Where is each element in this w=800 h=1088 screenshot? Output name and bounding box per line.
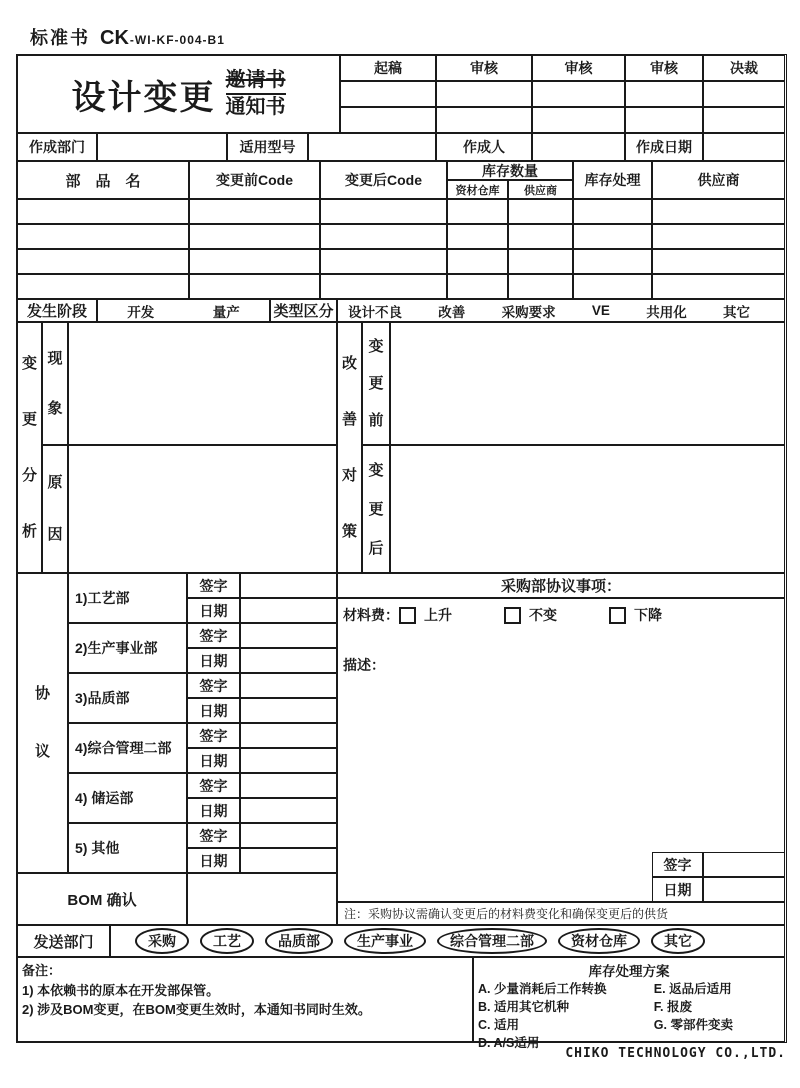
doc-code-suffix: -WI-KF-004-B1 — [129, 33, 225, 47]
stock-handling-cell[interactable] — [573, 249, 652, 274]
phenomenon-field[interactable] — [68, 322, 337, 445]
send-dept-general-mgmt2[interactable]: 综合管理二部 — [437, 928, 547, 954]
sign-field[interactable] — [240, 723, 337, 748]
material-cost-option-up[interactable]: 上升 — [399, 605, 452, 625]
stock-plan-g: G. 零部件变卖 — [653, 1018, 733, 1033]
title-sub-text: 通知书 — [225, 96, 286, 118]
date-label: 日期 — [187, 648, 240, 673]
improvement-countermeasure-label: 改善对策 — [337, 322, 362, 573]
part-name-cell[interactable] — [17, 224, 189, 249]
send-dept-production[interactable]: 生产事业 — [344, 928, 426, 954]
applicable-model-field[interactable] — [308, 133, 436, 161]
date-field[interactable] — [240, 848, 337, 873]
date-label: 日期 — [187, 698, 240, 723]
standard-doc-label: 标准书 — [30, 28, 90, 48]
form-title-block — [17, 55, 340, 133]
approval-col-decision: 决裁 — [703, 55, 785, 81]
stock-plan-col2 — [654, 980, 784, 1053]
send-dept-quality[interactable]: 品质部 — [265, 928, 333, 954]
col-header-supplier: 供应商 — [652, 161, 785, 199]
remarks-label: 备注： — [22, 963, 62, 978]
approval-sign-cell[interactable] — [703, 81, 785, 107]
remarks-line-1: 1) 本依赖书的原本在开发部保管。 — [22, 982, 220, 998]
approval-col-review2: 审核 — [532, 55, 625, 81]
col-header-supplier-sub: 供应商 — [508, 180, 573, 199]
company-footer: CHIKO TECHNOLOGY CO.,LTD. — [565, 1046, 786, 1061]
purchasing-date-field[interactable] — [703, 877, 785, 902]
checkbox-icon[interactable] — [609, 607, 626, 624]
purchasing-date-label: 日期 — [652, 877, 703, 902]
bom-confirm-label: BOM 确认 — [17, 873, 187, 925]
part-name-cell[interactable] — [17, 274, 189, 299]
type-option-improvement[interactable]: 改善 — [438, 304, 466, 320]
approval-sign-cell[interactable] — [532, 81, 625, 107]
cause-label: 原因 — [42, 445, 68, 573]
material-cost-label: 材料费： — [343, 607, 399, 623]
checkbox-icon[interactable] — [504, 607, 521, 624]
type-option-ve[interactable]: VE — [591, 303, 610, 318]
agreement-dept-storage: 4) 储运部 — [68, 773, 187, 823]
stock-plan-f: F. 报废 — [653, 1000, 692, 1015]
col-header-after-code: 变更后Code — [320, 161, 447, 199]
material-warehouse-qty-cell[interactable] — [447, 199, 508, 224]
doc-code-prefix: CK — [100, 27, 129, 49]
remarks-block — [17, 957, 473, 1042]
approval-sign-cell[interactable] — [532, 107, 625, 133]
sign-field[interactable] — [240, 773, 337, 798]
agreement-dept-process: 1)工艺部 — [68, 573, 187, 623]
before-code-cell[interactable] — [189, 249, 320, 274]
creation-date-field[interactable] — [703, 133, 785, 161]
after-change-label: 变更后 — [362, 445, 390, 573]
stage-row-label: 发生阶段 — [17, 299, 97, 322]
sign-field[interactable] — [240, 573, 337, 598]
type-option-commonization[interactable]: 共用化 — [646, 304, 687, 320]
type-option-purchasing-request[interactable]: 采购要求 — [501, 304, 556, 320]
stock-plan-e: E. 返品后适用 — [653, 982, 732, 996]
purchasing-section-title: 采购部协议事项： — [337, 573, 785, 598]
stock-plan-b: B. 适用其它机种 — [478, 1000, 569, 1015]
date-label: 日期 — [187, 748, 240, 773]
agreement-dept-general-mgmt2: 4)综合管理二部 — [68, 723, 187, 773]
title-struck-text: 邀请书 — [226, 68, 286, 95]
sign-field[interactable] — [240, 673, 337, 698]
approval-col-draft: 起稿 — [340, 55, 436, 81]
agreement-dept-other: 5) 其他 — [68, 823, 187, 873]
approval-col-review3: 审核 — [625, 55, 703, 81]
purchasing-sign-field[interactable] — [703, 852, 785, 877]
approval-sign-cell[interactable] — [625, 81, 703, 107]
material-warehouse-qty-cell[interactable] — [447, 274, 508, 299]
after-code-cell[interactable] — [320, 274, 447, 299]
after-change-field[interactable] — [390, 445, 785, 573]
col-header-stock-qty: 库存数量 — [447, 161, 573, 180]
material-cost-option-unchanged[interactable]: 不变 — [504, 605, 557, 625]
description-label: 描述： — [343, 657, 385, 673]
supplier-qty-cell[interactable] — [508, 274, 573, 299]
remarks-line-2: 2) 涉及BOM变更，在BOM变更生效时，本通知书同时生效。 — [22, 1002, 371, 1017]
supplier-qty-cell[interactable] — [508, 224, 573, 249]
approval-sign-cell[interactable] — [436, 81, 532, 107]
sign-label: 签字 — [187, 723, 240, 748]
type-option-design-defect[interactable]: 设计不良 — [348, 304, 402, 320]
creator-label: 作成人 — [436, 133, 532, 161]
col-header-part-name: 部 品 名 — [17, 161, 189, 199]
stock-handling-cell[interactable] — [573, 274, 652, 299]
before-code-cell[interactable] — [189, 199, 320, 224]
material-cost-row — [343, 605, 784, 625]
approval-sign-cell[interactable] — [340, 81, 436, 107]
purchasing-sign-label: 签字 — [652, 852, 703, 877]
send-dept-other[interactable]: 其它 — [651, 928, 705, 954]
phenomenon-label: 现象 — [42, 322, 68, 445]
part-name-cell[interactable] — [17, 199, 189, 224]
approval-sign-cell[interactable] — [340, 107, 436, 133]
before-code-cell[interactable] — [189, 224, 320, 249]
supplier-cell[interactable] — [652, 199, 785, 224]
material-warehouse-qty-cell[interactable] — [447, 224, 508, 249]
before-code-cell[interactable] — [189, 274, 320, 299]
stage-option-mass-production[interactable]: 量产 — [212, 304, 240, 320]
stock-handling-cell[interactable] — [573, 224, 652, 249]
before-change-label: 变更前 — [362, 322, 390, 445]
after-code-cell[interactable] — [320, 199, 447, 224]
send-dept-ovals — [110, 925, 785, 957]
checkbox-icon[interactable] — [399, 607, 416, 624]
bom-confirm-field[interactable] — [187, 873, 337, 925]
date-field[interactable] — [240, 748, 337, 773]
col-header-stock-handling: 库存处理 — [573, 161, 652, 199]
before-change-field[interactable] — [390, 322, 785, 445]
sign-label: 签字 — [187, 773, 240, 798]
supplier-cell[interactable] — [652, 249, 785, 274]
material-cost-option-down[interactable]: 下降 — [609, 605, 662, 625]
stock-plan-c: C. 适用 — [478, 1018, 519, 1033]
creation-date-label: 作成日期 — [625, 133, 703, 161]
page-title: 设计变更 — [71, 78, 216, 117]
sign-label: 签字 — [187, 623, 240, 648]
stock-plan-d: D. A/S适用 — [478, 1036, 540, 1051]
agreement-dept-quality: 3)品质部 — [68, 673, 187, 723]
material-warehouse-qty-cell[interactable] — [447, 249, 508, 274]
change-analysis-label: 变更分析 — [17, 322, 42, 573]
purchasing-note: 注：采购协议需确认变更后的材料费变化和确保变更后的供货 — [337, 902, 785, 925]
supplier-cell[interactable] — [652, 224, 785, 249]
date-field[interactable] — [240, 698, 337, 723]
part-name-cell[interactable] — [17, 249, 189, 274]
date-field[interactable] — [240, 598, 337, 623]
type-options — [337, 299, 785, 322]
col-header-material-warehouse: 资材仓库 — [447, 180, 508, 199]
supplier-cell[interactable] — [652, 274, 785, 299]
creating-dept-field[interactable] — [97, 133, 227, 161]
date-label: 日期 — [187, 848, 240, 873]
creating-dept-label: 作成部门 — [17, 133, 97, 161]
stage-options — [97, 299, 270, 322]
agreement-label: 协议 — [17, 573, 68, 873]
after-code-cell[interactable] — [320, 224, 447, 249]
document-header — [30, 24, 225, 50]
date-label: 日期 — [187, 798, 240, 823]
date-field[interactable] — [240, 798, 337, 823]
date-field[interactable] — [240, 648, 337, 673]
stock-plan-col1 — [474, 980, 654, 1053]
after-code-cell[interactable] — [320, 249, 447, 274]
stock-handling-cell[interactable] — [573, 199, 652, 224]
approval-col-review1: 审核 — [436, 55, 532, 81]
col-header-before-code: 变更前Code — [189, 161, 320, 199]
send-dept-process[interactable]: 工艺 — [200, 928, 254, 954]
approval-sign-cell[interactable] — [436, 107, 532, 133]
send-dept-label: 发送部门 — [17, 925, 110, 957]
type-classification-label: 类型区分 — [270, 299, 337, 322]
supplier-qty-cell[interactable] — [508, 249, 573, 274]
date-label: 日期 — [187, 598, 240, 623]
stock-plan-a: A. 少量消耗后工作转换 — [478, 982, 607, 996]
applicable-model-label: 适用型号 — [227, 133, 308, 161]
sign-label: 签字 — [187, 673, 240, 698]
sign-label: 签字 — [187, 823, 240, 848]
stage-option-development[interactable]: 开发 — [127, 304, 155, 320]
sign-label: 签字 — [187, 573, 240, 598]
stock-plan-block — [473, 957, 785, 1051]
approval-sign-cell[interactable] — [625, 107, 703, 133]
agreement-dept-production: 2)生产事业部 — [68, 623, 187, 673]
send-dept-material-warehouse[interactable]: 资材仓库 — [558, 928, 640, 954]
sign-field[interactable] — [240, 623, 337, 648]
stock-plan-title: 库存处理方案 — [588, 964, 670, 979]
sign-field[interactable] — [240, 823, 337, 848]
approval-sign-cell[interactable] — [703, 107, 785, 133]
supplier-qty-cell[interactable] — [508, 199, 573, 224]
cause-field[interactable] — [68, 445, 337, 573]
creator-field[interactable] — [532, 133, 625, 161]
type-option-other[interactable]: 其它 — [723, 304, 750, 320]
send-dept-purchasing[interactable]: 采购 — [135, 928, 189, 954]
